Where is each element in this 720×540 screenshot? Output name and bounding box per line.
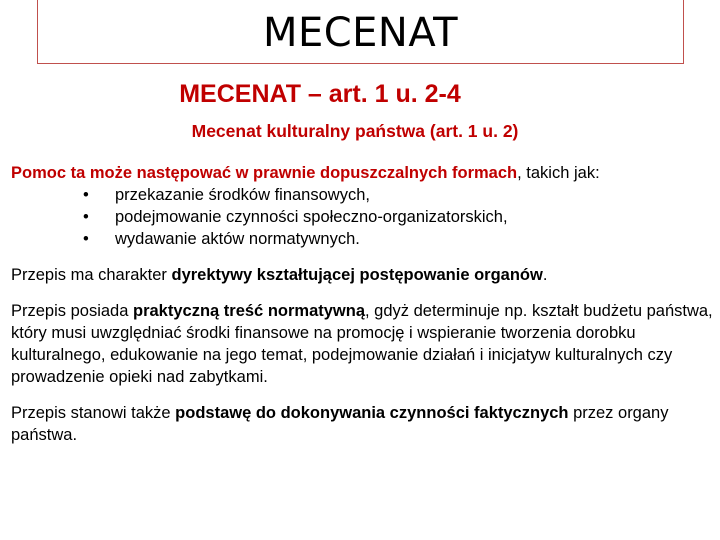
list-item: [77, 228, 717, 250]
para3-bold: podstawę do dokonywania czynności faktycznych: [175, 404, 569, 422]
para1-after: .: [542, 266, 548, 284]
para2-bold: praktyczną treść normatywną: [133, 302, 366, 320]
slide-title: MECENAT: [262, 9, 459, 56]
list-item-text: wydawanie aktów normatywnych.: [115, 230, 360, 248]
para1-bold: dyrektywy kształtującej postępowanie organów: [171, 266, 543, 284]
bullet-icon: •: [83, 230, 89, 248]
para2-after: , gdyż determinuje np. kształt budżetu państwa, który musi uwzględniać środki finansowe na promocję i wspieranie tworzenia dorobku kulturalnego, edukowanie na jego temat, podejmowanie działań i inicjatyw kulturalnych czy prowadzenie opieki nad zabytkami.: [11, 302, 713, 386]
slide-content: [11, 162, 717, 446]
lead-highlight: Pomoc ta może następować w prawnie dopuszczalnych formach: [11, 164, 518, 182]
para3-before: Przepis stanowi także: [11, 404, 176, 422]
forms-list: [11, 184, 717, 250]
bullet-icon: •: [83, 208, 89, 226]
list-item: [77, 184, 717, 206]
slide-subtitle: MECENAT – art. 1 u. 2-4: [179, 80, 461, 108]
paragraph-normative: [11, 300, 717, 388]
list-item-text: przekazanie środków finansowych,: [115, 186, 370, 204]
bullet-icon: •: [83, 186, 89, 204]
para2-before: Przepis posiada: [11, 302, 133, 320]
paragraph-factual: [11, 402, 717, 446]
lead-paragraph: [11, 162, 717, 184]
title-box: [37, 0, 684, 64]
paragraph-directive: [11, 264, 717, 286]
lead-rest: , takich jak:: [517, 164, 600, 182]
para1-before: Przepis ma charakter: [11, 266, 172, 284]
list-item: [77, 206, 717, 228]
section-heading: Mecenat kulturalny państwa (art. 1 u. 2): [191, 121, 519, 141]
para3-after: przez organy państwa.: [11, 404, 669, 444]
list-item-text: podejmowanie czynności społeczno-organizatorskich,: [115, 208, 508, 226]
